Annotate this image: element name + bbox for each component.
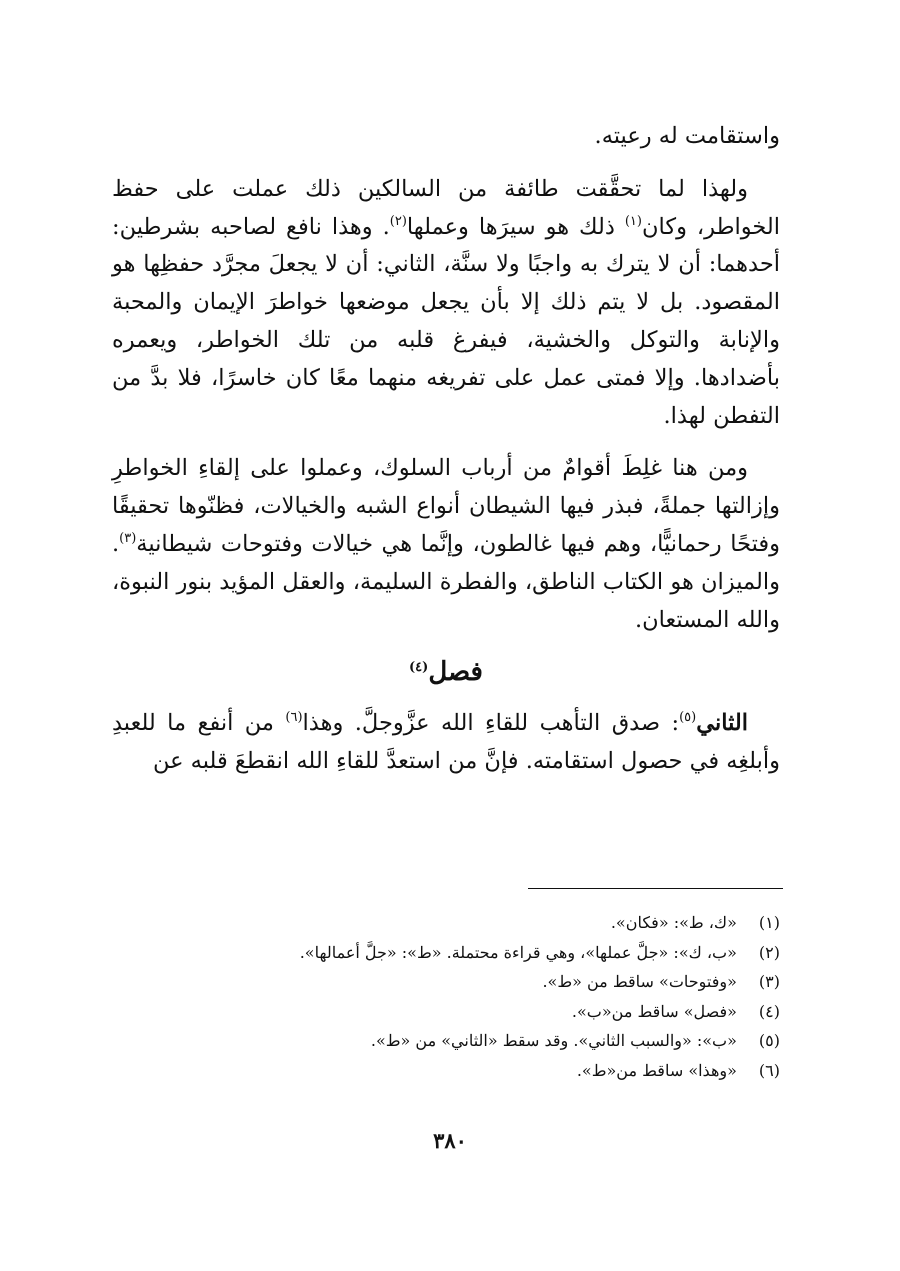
paragraph-4-part-a: : صدق التأهب للقاءِ الله عزَّوجلَّ. وهذا bbox=[302, 710, 680, 737]
paragraph-2-part-b: ذلك هو سيرَها وعملها bbox=[406, 213, 625, 240]
paragraph-2-part-c: . وهذا نافع لصاحبه بشرطين: أحدهما: أن لا يترك به واجبًا ولا سنَّة، الثاني: أن لا يجعلَ مجرَّد حفظِها هو المقصود. بل لا يتم ذلك إلا بأن يجعل موضعها خواطرَ الإيمان والمحبة والإنابة والتوكل والخشية، فيفرغ قلبه من تلك الخواطر، ويعمره بأضدادها. وإلا فمتى عمل على تفريغه منهما معًا كان خاسرًا، فلا بدَّ من التفطن لهذا. bbox=[112, 213, 780, 429]
section-heading bbox=[112, 652, 780, 692]
paragraph-2-part-a: ولهذا لما تحقَّقت طائفة من السالكين ذلك عملت على حفظ الخواطر، وكان bbox=[112, 175, 780, 240]
footnote-4 bbox=[140, 997, 780, 1027]
paragraph-4-bold-term: الثاني bbox=[696, 710, 748, 737]
footnote-ref-5[interactable]: (٥) bbox=[679, 710, 697, 726]
footnote-ref-1[interactable]: (١) bbox=[624, 213, 642, 229]
paragraph-4-part-b: من أنفع ما للعبدِ وأبلغِه في حصول استقامته. فإنَّ من استعدَّ للقاءِ الله انقطعَ قلبه عن bbox=[112, 710, 780, 775]
footnote-ref-3[interactable]: (٣) bbox=[119, 530, 137, 546]
footnote-number: (٦) bbox=[758, 1060, 780, 1080]
footnote-number: (٤) bbox=[758, 1001, 780, 1021]
footnotes bbox=[140, 908, 780, 1086]
paragraph-2 bbox=[112, 171, 780, 436]
footnote-number: (٣) bbox=[758, 972, 780, 992]
footnote-5 bbox=[140, 1026, 780, 1056]
footnote-text: «ك، ط»: «فكان». bbox=[610, 913, 737, 932]
footnote-1 bbox=[140, 908, 780, 938]
footnote-number: (٢) bbox=[758, 942, 780, 962]
footnote-text: «وفتوحات» ساقط من «ط». bbox=[542, 972, 737, 992]
footnote-ref-2[interactable]: (٢) bbox=[389, 213, 407, 229]
footnote-ref-6[interactable]: (٦) bbox=[285, 710, 303, 726]
footnote-divider bbox=[528, 888, 783, 889]
footnote-text: «فصل» ساقط من«ب». bbox=[571, 1001, 737, 1021]
footnote-number: (١) bbox=[758, 913, 780, 932]
paragraph-1 bbox=[112, 118, 780, 156]
paragraph-4 bbox=[112, 705, 780, 781]
main-text bbox=[112, 118, 780, 781]
page-number: ٣٨٠ bbox=[433, 1128, 467, 1153]
footnote-3 bbox=[140, 967, 780, 997]
paragraph-1-text: واستقامت له رعيته. bbox=[594, 123, 780, 149]
footnote-text: «ب»: «والسبب الثاني». وقد سقط «الثاني» من «ط». bbox=[370, 1031, 737, 1051]
footnote-number: (٥) bbox=[758, 1031, 780, 1051]
footnote-text: «وهذا» ساقط من«ط». bbox=[576, 1060, 737, 1080]
footnote-text: «ب، ك»: «جلَّ عملها»، وهي قراءة محتملة. «ط»: «جلَّ أعمالها». bbox=[299, 942, 737, 962]
paragraph-3 bbox=[112, 450, 780, 639]
section-heading-text: فصل bbox=[428, 657, 483, 688]
footnote-2 bbox=[140, 938, 780, 968]
paragraph-3-part-a: ومن هنا غلِطَ أقوامٌ من أرباب السلوك، وعملوا على إلقاءِ الخواطرِ وإزالتها جملةً، فبذر فيها الشيطان أنواع الشبه والخيالات، فظنّوها تحقيقًا وفتحًا رحمانيًّا، وهم فيها غالطون، وإنَّما هي خيالات وفتوحات شيطانية bbox=[112, 455, 780, 557]
paragraph-3-part-b: . والميزان هو الكتاب الناطق، والفطرة السليمة، والعقل المؤيد بنور النبوة، والله المستعان. bbox=[112, 530, 780, 633]
footnote-ref-4[interactable]: (٤) bbox=[409, 660, 429, 676]
footnote-6 bbox=[140, 1056, 780, 1086]
